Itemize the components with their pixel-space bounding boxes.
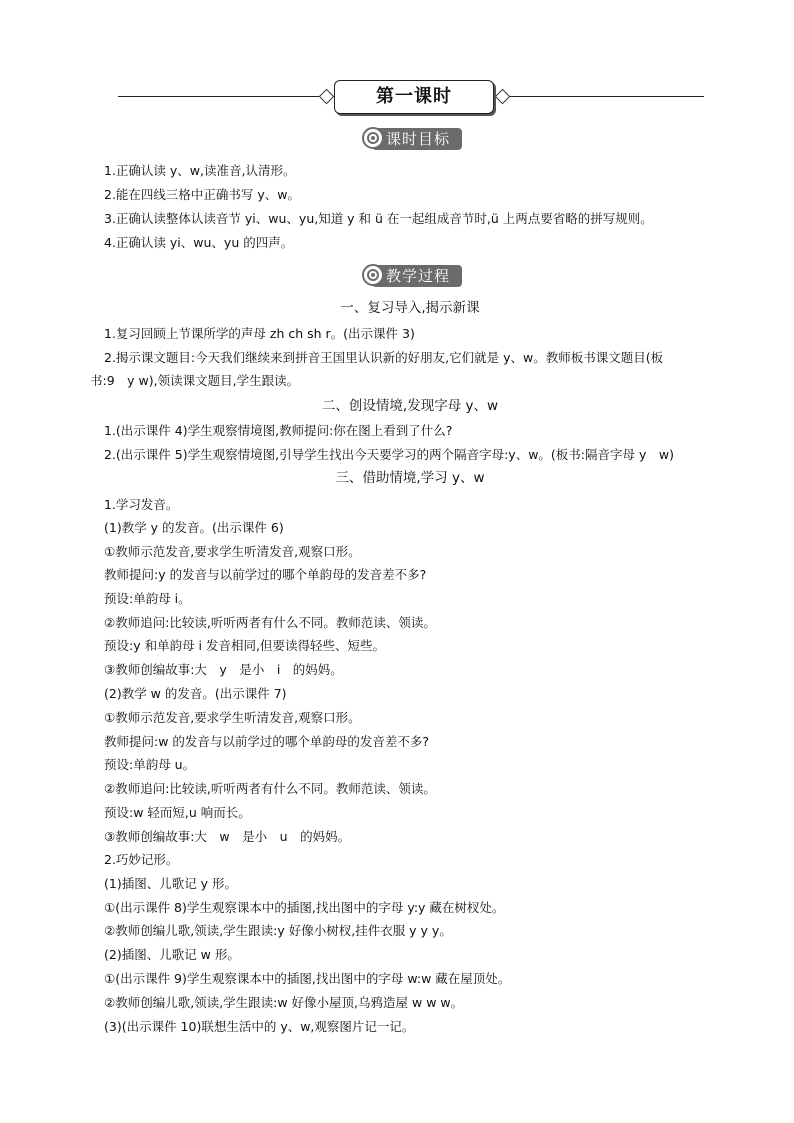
body-line: 教师提问:y 的发音与以前学过的哪个单韵母的发音差不多?: [104, 567, 427, 582]
objective-item: 4.正确认读 yi、wu、yu 的四声。: [104, 235, 294, 250]
title-rule-right: [502, 96, 704, 97]
body-line: ②教师追问:比较读,听听两者有什么不同。教师范读、领读。: [104, 781, 436, 796]
process-badge-label: 教学过程: [372, 265, 462, 287]
body-line: ①(出示课件 8)学生观察课本中的插图,找出图中的字母 y:y 藏在树杈处。: [104, 900, 505, 915]
objectives-badge: [362, 128, 466, 150]
target-icon: [362, 127, 384, 149]
body-line: 预设:w 轻而短,u 响而长。: [104, 805, 251, 820]
body-line: (3)(出示课件 10)联想生活中的 y、w,观察图片记一记。: [104, 1019, 415, 1034]
diamond-ornament-icon: [319, 89, 335, 105]
body-line: ①(出示课件 9)学生观察课本中的插图,找出图中的字母 w:w 藏在屋顶处。: [104, 971, 511, 986]
body-line: ③教师创编故事:大 y 是小 i 的妈妈。: [104, 662, 343, 677]
body-line: 2.巧妙记形。: [104, 852, 179, 867]
body-line: ②教师创编儿歌,领读,学生跟读:w 好像小屋顶,乌鸦造屋 w w w。: [104, 995, 464, 1010]
process-badge: [362, 265, 466, 287]
section-heading: 三、借助情境,学习 y、w: [335, 470, 485, 486]
section-heading: 一、复习导入,揭示新课: [340, 300, 480, 316]
body-line: ②教师追问:比较读,听听两者有什么不同。教师范读、领读。: [104, 615, 436, 630]
target-icon: [362, 264, 384, 286]
body-line: 预设:y 和单韵母 i 发音相同,但要读得轻些、短些。: [104, 638, 385, 653]
diamond-ornament-icon: [495, 89, 511, 105]
lesson-title: 第一课时: [334, 80, 494, 114]
body-line: 预设:单韵母 i。: [104, 591, 191, 606]
body-line: (2)教学 w 的发音。(出示课件 7): [104, 686, 287, 701]
objective-item: 2.能在四线三格中正确书写 y、w。: [104, 187, 301, 202]
body-line: (1)插图、儿歌记 y 形。: [104, 876, 238, 891]
body-line: 2.(出示课件 5)学生观察情境图,引导学生找出今天要学习的两个隔音字母:y、w。(板书:隔音字母 y w): [104, 447, 674, 462]
body-line: 教师提问:w 的发音与以前学过的哪个单韵母的发音差不多?: [104, 734, 430, 749]
body-line: (1)教学 y 的发音。(出示课件 6): [104, 520, 284, 535]
title-rule-left: [118, 96, 326, 97]
section-heading: 二、创设情境,发现字母 y、w: [321, 398, 499, 414]
body-line: 1.(出示课件 4)学生观察情境图,教师提问:你在图上看到了什么?: [104, 423, 453, 438]
objective-item: 3.正确认读整体认读音节 yi、wu、yu,知道 y 和 ü 在一起组成音节时,ü 上两点要省略的拼写规则。: [104, 211, 653, 226]
body-line: 书:9 y w),领读课文题目,学生跟读。: [90, 373, 300, 388]
body-line: 1.复习回顾上节课所学的声母 zh ch sh r。(出示课件 3): [104, 326, 415, 341]
body-line: ③教师创编故事:大 w 是小 u 的妈妈。: [104, 829, 351, 844]
objective-item: 1.正确认读 y、w,读准音,认清形。: [104, 163, 296, 178]
body-line: 1.学习发音。: [104, 497, 179, 512]
body-line: ①教师示范发音,要求学生听清发音,观察口形。: [104, 710, 361, 725]
body-line: ①教师示范发音,要求学生听清发音,观察口形。: [104, 544, 361, 559]
body-line: ②教师创编儿歌,领读,学生跟读:y 好像小树杈,挂件衣服 y y y。: [104, 923, 452, 938]
body-line: (2)插图、儿歌记 w 形。: [104, 947, 240, 962]
objectives-badge-label: 课时目标: [372, 128, 462, 150]
body-line: 2.揭示课文题目:今天我们继续来到拼音王国里认识新的好朋友,它们就是 y、w。教师板书课文题目(板: [104, 350, 664, 365]
body-line: 预设:单韵母 u。: [104, 757, 196, 772]
